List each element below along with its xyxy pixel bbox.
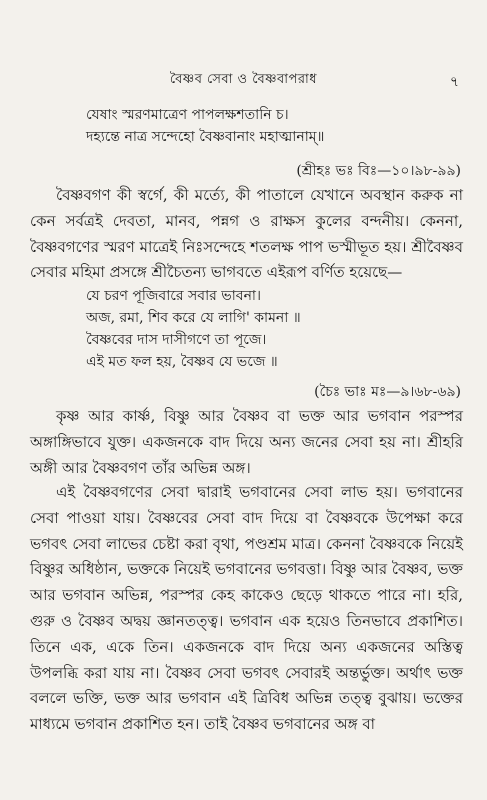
verse-reference: (চৈঃ ভাঃ মঃ—৯।৬৮-৬৯): [314, 384, 461, 400]
verse-line: বৈষ্ণবের দাস দাসীগণে তা পূজে।: [86, 332, 267, 348]
body-paragraph: কৃষ্ণ আর কার্ষ্ণ, বিষ্ণু আর বৈষ্ণব বা ভক্ত আর ভগবান পরস্পর অঙ্গাঙ্গিভাবে যুক্ত। একজনকে বাদ দিয়ে অন্য জনের সেবা হয় না। শ্রীহরি অঙ্গী আর বৈষ্ণবগণ তাঁর অভিন্ন অঙ্গ।: [30, 407, 463, 477]
bengali-verse: [86, 285, 466, 373]
sanskrit-verse: [86, 104, 466, 148]
page-number: ৭: [449, 74, 459, 90]
verse-line: দহ্যন্তে নাত্র সন্দেহো বৈষ্ণবানাং মহাত্মানাম্‌॥: [86, 129, 325, 145]
running-header: বৈষ্ণব সেবা ও বৈষ্ণবাপরাধ: [169, 72, 318, 87]
verse-line: যেষাং স্মরণমাত্রেণ পাপলক্ষশতানি চ।: [86, 107, 289, 123]
body-paragraph: বৈষ্ণবগণ কী স্বর্গে, কী মর্ত্যে, কী পাতালে যেখানে অবস্থান করুক না কেন সর্বত্রই দেবতা, মানব, পন্নগ ও রাক্ষস কুলের বন্দনীয়। কেননা, বৈষ্ণবগণের স্মরণ মাত্রেই নিঃসন্দেহে শতলক্ষ পাপ ভস্মীভূত হয়। শ্রীবৈষ্ণব সেবার মহিমা প্রসঙ্গে শ্রীচৈতন্য ভাগবতে এইরূপ বর্ণিত হয়েছে—: [30, 186, 463, 282]
body-paragraph: এই বৈষ্ণবগণের সেবা দ্বারাই ভগবানের সেবা লাভ হয়। ভগবানের সেবা পাওয়া যায়। বৈষ্ণবের সেবা বাদ দিয়ে বা বৈষ্ণবকে উপেক্ষা করে ভগবৎ সেবা লাভের চেষ্টা করা বৃথা, পণ্ডশ্রম মাত্র। কেননা বৈষ্ণবকে নিয়েই বিষ্ণুর অধিষ্ঠান, ভক্তকে নিয়েই ভগবানের ভগবত্তা। বিষ্ণু আর বৈষ্ণব, ভক্ত আর ভগবান অভিন্ন, পরস্পর কেহ কাকেও ছেড়ে থাকতে পারে না। হরি, গুরু ও বৈষ্ণব অদ্বয় জ্ঞানতত্ত্ব। ভগবান এক হয়েও তিনভাবে প্রকাশিত। তিনে এক, একে তিন। একজনকে বাদ দিয়ে অন্য একজনের অস্তিত্ব উপলব্ধি করা যায় না। বৈষ্ণব সেবা ভগবৎ সেবারই অন্তর্ভুক্ত। অর্থাৎ ভক্ত বললে ভক্তি, ভক্ত আর ভগবান এই ত্রিবিধ অভিন্ন তত্ত্ব বুঝায়। ভক্তের মাধ্যমে ভগবান প্রকাশিত হন। তাই বৈষ্ণব ভগবানের অঙ্গ বা: [30, 483, 464, 734]
verse-line: যে চরণ পূজিবারে সবার ভাবনা।: [86, 288, 261, 304]
verse-line: অজ, রমা, শিব করে যে লাগি' কামনা ॥: [86, 310, 301, 326]
verse-reference: (শ্রীহঃ ভঃ বিঃ—১০।৯৮-৯৯): [296, 163, 461, 179]
verse-line: এই মত ফল হয়, বৈষ্ণব যে ভজে ॥: [86, 354, 278, 370]
